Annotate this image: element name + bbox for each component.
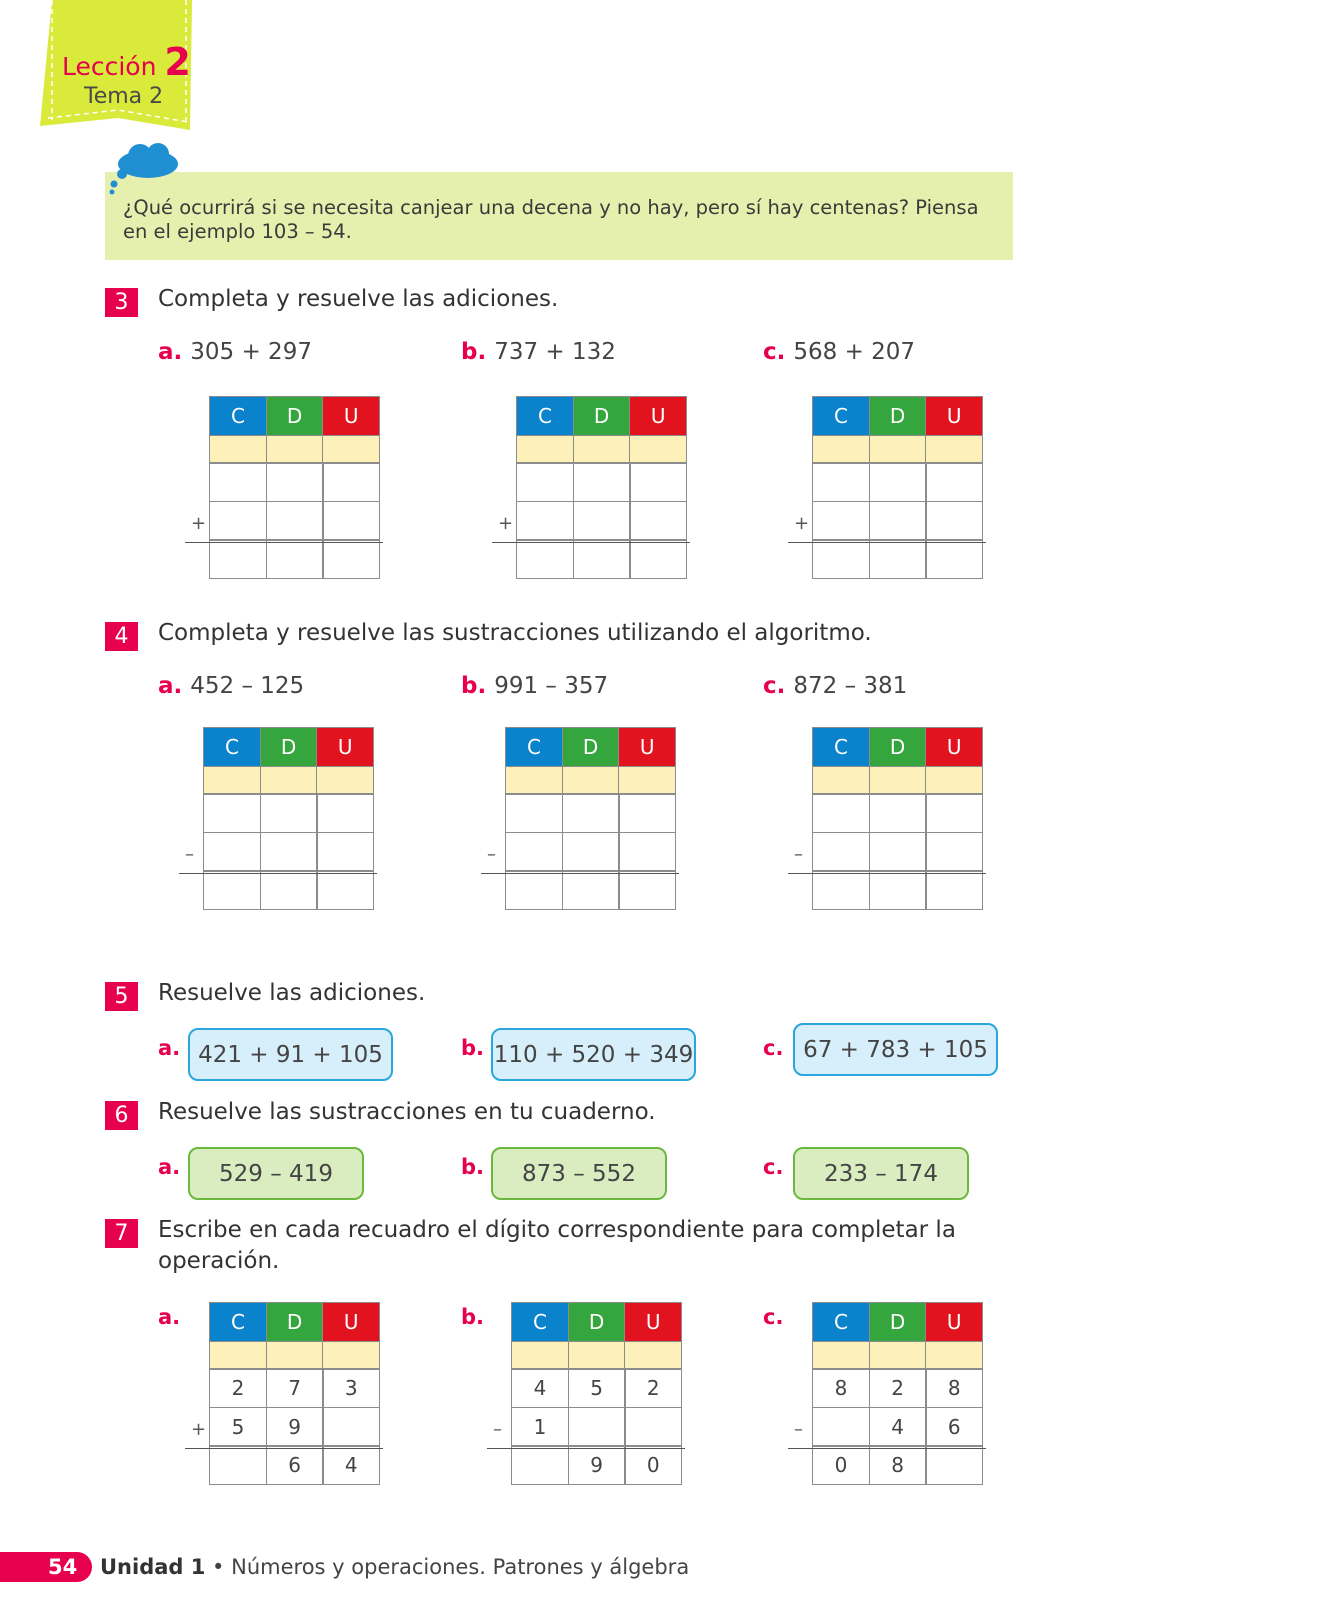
digit-cell: 6	[925, 1407, 983, 1447]
exercise-4c-operator-sign: –	[794, 844, 803, 865]
lesson-number: 2	[164, 40, 191, 84]
exercise-3a-label: a. 305 + 297	[158, 339, 312, 365]
carry-cell[interactable]	[505, 766, 563, 795]
exercise-4a-operator-sign: –	[185, 844, 194, 865]
carry-cell[interactable]	[316, 766, 374, 795]
grid-header-d: D	[869, 396, 927, 436]
exercise-3b-label: b. 737 + 132	[461, 339, 616, 365]
exercise-5b-letter: b.	[461, 1036, 485, 1060]
exercise-4b-grid	[505, 727, 675, 909]
digit-cell[interactable]	[573, 501, 631, 541]
grid-header-c: C	[812, 727, 870, 767]
digit-cell[interactable]	[812, 870, 870, 910]
page-number: 54	[48, 1555, 78, 1579]
carry-cell[interactable]	[266, 1341, 324, 1370]
exercise-6c-expression: 233 – 174	[793, 1147, 969, 1200]
exercise-3-number: 3	[105, 288, 138, 317]
digit-cell: 7	[266, 1368, 324, 1408]
digit-cell[interactable]	[266, 462, 324, 502]
digit-cell: 9	[266, 1407, 324, 1447]
digit-cell[interactable]	[322, 539, 380, 579]
digit-cell[interactable]	[618, 793, 676, 833]
digit-cell[interactable]	[869, 793, 927, 833]
grid-header-u: U	[925, 727, 983, 767]
exercise-5-instruction: Resuelve las adiciones.	[158, 980, 426, 1006]
digit-cell[interactable]	[869, 501, 927, 541]
exercise-7b-letter: b.	[461, 1305, 485, 1329]
exercise-4a-result-line	[179, 873, 377, 874]
exercise-7c-result-line	[788, 1448, 986, 1449]
carry-cell[interactable]	[624, 1341, 682, 1370]
digit-cell: 1	[511, 1407, 569, 1447]
digit-cell[interactable]	[322, 1407, 380, 1447]
digit-cell: 2	[209, 1368, 267, 1408]
carry-cell[interactable]	[925, 435, 983, 464]
exercise-3a-operator-sign: +	[191, 513, 207, 534]
grid-header-u: U	[322, 396, 380, 436]
exercise-6a-letter: a.	[158, 1155, 181, 1179]
digit-cell[interactable]	[925, 1445, 983, 1485]
digit-cell: 4	[511, 1368, 569, 1408]
digit-cell[interactable]	[812, 501, 870, 541]
digit-cell: 4	[869, 1407, 927, 1447]
exercise-7b-grid	[511, 1302, 681, 1484]
digit-cell[interactable]	[516, 539, 574, 579]
grid-header-c: C	[511, 1302, 569, 1342]
digit-cell[interactable]	[322, 501, 380, 541]
digit-cell[interactable]	[812, 1407, 870, 1447]
digit-cell[interactable]	[260, 832, 318, 872]
exercise-3c-label: c. 568 + 207	[763, 339, 916, 365]
digit-cell[interactable]	[516, 462, 574, 502]
carry-cell[interactable]	[629, 435, 687, 464]
carry-cell[interactable]	[322, 435, 380, 464]
digit-cell: 0	[624, 1445, 682, 1485]
carry-cell[interactable]	[568, 1341, 626, 1370]
digit-cell[interactable]	[629, 501, 687, 541]
digit-cell[interactable]	[925, 832, 983, 872]
digit-cell[interactable]	[812, 832, 870, 872]
carry-cell[interactable]	[869, 766, 927, 795]
exercise-4c-label: c. 872 – 381	[763, 673, 908, 699]
digit-cell[interactable]	[869, 462, 927, 502]
grid-header-c: C	[516, 396, 574, 436]
digit-cell[interactable]	[505, 832, 563, 872]
digit-cell[interactable]	[925, 539, 983, 579]
grid-header-c: C	[812, 1302, 870, 1342]
grid-header-d: D	[573, 396, 631, 436]
digit-cell[interactable]	[568, 1407, 626, 1447]
digit-cell[interactable]	[869, 539, 927, 579]
digit-cell[interactable]	[316, 832, 374, 872]
exercise-7a-letter: a.	[158, 1305, 181, 1329]
exercise-3b-result-line	[492, 542, 690, 543]
exercise-5b-expression: 110 + 520 + 349	[491, 1028, 696, 1081]
digit-cell[interactable]	[511, 1445, 569, 1485]
digit-cell[interactable]	[266, 501, 324, 541]
grid-header-c: C	[203, 727, 261, 767]
grid-header-u: U	[322, 1302, 380, 1342]
digit-cell[interactable]	[925, 462, 983, 502]
digit-cell[interactable]	[562, 870, 620, 910]
digit-cell[interactable]	[209, 501, 267, 541]
footer-unit: Unidad 1 • Números y operaciones. Patrones y álgebra	[100, 1555, 690, 1579]
digit-cell: 0	[812, 1445, 870, 1485]
carry-cell[interactable]	[260, 766, 318, 795]
digit-cell[interactable]	[203, 832, 261, 872]
exercise-3-instruction: Completa y resuelve las adiciones.	[158, 286, 559, 312]
digit-cell: 2	[869, 1368, 927, 1408]
digit-cell[interactable]	[869, 870, 927, 910]
exercise-4b-label: b. 991 – 357	[461, 673, 609, 699]
digit-cell: 2	[624, 1368, 682, 1408]
thought-cloud-icon	[104, 138, 184, 198]
carry-cell[interactable]	[869, 435, 927, 464]
digit-cell[interactable]	[260, 793, 318, 833]
exercise-5c-expression: 67 + 783 + 105	[793, 1023, 998, 1076]
exercise-4b-operator-sign: –	[487, 844, 496, 865]
digit-cell: 9	[568, 1445, 626, 1485]
digit-cell[interactable]	[812, 793, 870, 833]
digit-cell[interactable]	[505, 793, 563, 833]
digit-cell[interactable]	[629, 462, 687, 502]
digit-cell[interactable]	[812, 539, 870, 579]
carry-cell[interactable]	[516, 435, 574, 464]
digit-cell[interactable]	[562, 832, 620, 872]
grid-header-d: D	[266, 1302, 324, 1342]
digit-cell: 5	[209, 1407, 267, 1447]
exercise-6-number: 6	[105, 1101, 138, 1130]
grid-header-u: U	[316, 727, 374, 767]
grid-header-u: U	[925, 396, 983, 436]
exercise-6b-letter: b.	[461, 1155, 485, 1179]
digit-cell[interactable]	[925, 501, 983, 541]
grid-header-d: D	[869, 727, 927, 767]
digit-cell[interactable]	[618, 870, 676, 910]
exercise-6-instruction: Resuelve las sustracciones en tu cuaderno.	[158, 1099, 656, 1125]
digit-cell[interactable]	[618, 832, 676, 872]
grid-header-d: D	[260, 727, 318, 767]
digit-cell[interactable]	[209, 462, 267, 502]
exercise-6b-expression: 873 – 552	[491, 1147, 667, 1200]
exercise-7b-result-line	[487, 1448, 685, 1449]
digit-cell[interactable]	[322, 462, 380, 502]
exercise-3c-result-line	[788, 542, 986, 543]
exercise-3a-result-line	[185, 542, 383, 543]
carry-cell[interactable]	[562, 766, 620, 795]
grid-header-c: C	[209, 1302, 267, 1342]
digit-cell[interactable]	[516, 501, 574, 541]
carry-cell[interactable]	[812, 766, 870, 795]
carry-cell[interactable]	[812, 1341, 870, 1370]
digit-cell: 4	[322, 1445, 380, 1485]
digit-cell: 8	[869, 1445, 927, 1485]
digit-cell[interactable]	[260, 870, 318, 910]
exercise-5a-letter: a.	[158, 1036, 181, 1060]
exercise-4a-label: a. 452 – 125	[158, 673, 305, 699]
exercise-6a-expression: 529 – 419	[188, 1147, 364, 1200]
exercise-7a-operator-sign: +	[191, 1419, 207, 1440]
digit-cell[interactable]	[573, 462, 631, 502]
carry-cell[interactable]	[925, 766, 983, 795]
digit-cell[interactable]	[629, 539, 687, 579]
digit-cell: 6	[266, 1445, 324, 1485]
exercise-3b-operator-sign: +	[498, 513, 514, 534]
grid-header-u: U	[624, 1302, 682, 1342]
exercise-3c-grid	[812, 396, 982, 578]
digit-cell[interactable]	[562, 793, 620, 833]
carry-cell[interactable]	[618, 766, 676, 795]
digit-cell: 8	[925, 1368, 983, 1408]
digit-cell[interactable]	[505, 870, 563, 910]
exercise-5-number: 5	[105, 982, 138, 1011]
exercise-3b-grid	[516, 396, 686, 578]
carry-cell[interactable]	[266, 435, 324, 464]
carry-cell[interactable]	[322, 1341, 380, 1370]
grid-header-c: C	[505, 727, 563, 767]
exercise-7a-result-line	[185, 1448, 383, 1449]
exercise-7b-operator-sign: –	[493, 1419, 502, 1440]
digit-cell[interactable]	[266, 539, 324, 579]
carry-cell[interactable]	[203, 766, 261, 795]
exercise-5c-letter: c.	[763, 1036, 784, 1060]
grid-header-d: D	[266, 396, 324, 436]
footer-page-tab	[0, 1552, 92, 1582]
digit-cell[interactable]	[209, 1445, 267, 1485]
exercise-4a-grid	[203, 727, 373, 909]
digit-cell[interactable]	[812, 462, 870, 502]
digit-cell[interactable]	[203, 870, 261, 910]
exercise-5a-expression: 421 + 91 + 105	[188, 1028, 393, 1081]
carry-cell[interactable]	[869, 1341, 927, 1370]
lesson-title: Lección 2	[62, 40, 191, 84]
grid-header-u: U	[618, 727, 676, 767]
grid-header-c: C	[812, 396, 870, 436]
digit-cell: 5	[568, 1368, 626, 1408]
carry-cell[interactable]	[511, 1341, 569, 1370]
grid-header-d: D	[869, 1302, 927, 1342]
digit-cell[interactable]	[316, 793, 374, 833]
exercise-7c-grid	[812, 1302, 982, 1484]
digit-cell[interactable]	[925, 870, 983, 910]
exercise-4c-grid	[812, 727, 982, 909]
digit-cell[interactable]	[925, 793, 983, 833]
carry-cell[interactable]	[812, 435, 870, 464]
exercise-3c-operator-sign: +	[794, 513, 810, 534]
grid-header-d: D	[562, 727, 620, 767]
grid-header-d: D	[568, 1302, 626, 1342]
digit-cell[interactable]	[316, 870, 374, 910]
exercise-6c-letter: c.	[763, 1155, 784, 1179]
exercise-4-number: 4	[105, 622, 138, 651]
digit-cell[interactable]	[209, 539, 267, 579]
carry-cell[interactable]	[925, 1341, 983, 1370]
carry-cell[interactable]	[573, 435, 631, 464]
lesson-topic: Tema 2	[84, 84, 164, 109]
exercise-4b-result-line	[481, 873, 679, 874]
digit-cell: 3	[322, 1368, 380, 1408]
tip-text: ¿Qué ocurrirá si se necesita canjear una decena y no hay, pero sí hay centenas? Piensa en el ejemplo 103 – 54.	[123, 196, 979, 243]
grid-header-u: U	[925, 1302, 983, 1342]
digit-cell: 8	[812, 1368, 870, 1408]
digit-cell[interactable]	[869, 832, 927, 872]
digit-cell[interactable]	[573, 539, 631, 579]
exercise-7a-grid	[209, 1302, 379, 1484]
digit-cell[interactable]	[203, 793, 261, 833]
exercise-7-instruction: Escribe en cada recuadro el dígito correspondiente para completar la operación.	[158, 1217, 956, 1274]
exercise-7-number: 7	[105, 1219, 138, 1248]
exercise-4c-result-line	[788, 873, 986, 874]
exercise-3a-grid	[209, 396, 379, 578]
digit-cell[interactable]	[624, 1407, 682, 1447]
grid-header-c: C	[209, 396, 267, 436]
carry-cell[interactable]	[209, 435, 267, 464]
exercise-7c-letter: c.	[763, 1305, 784, 1329]
carry-cell[interactable]	[209, 1341, 267, 1370]
grid-header-u: U	[629, 396, 687, 436]
exercise-7c-operator-sign: –	[794, 1419, 803, 1440]
exercise-4-instruction: Completa y resuelve las sustracciones utilizando el algoritmo.	[158, 620, 872, 646]
